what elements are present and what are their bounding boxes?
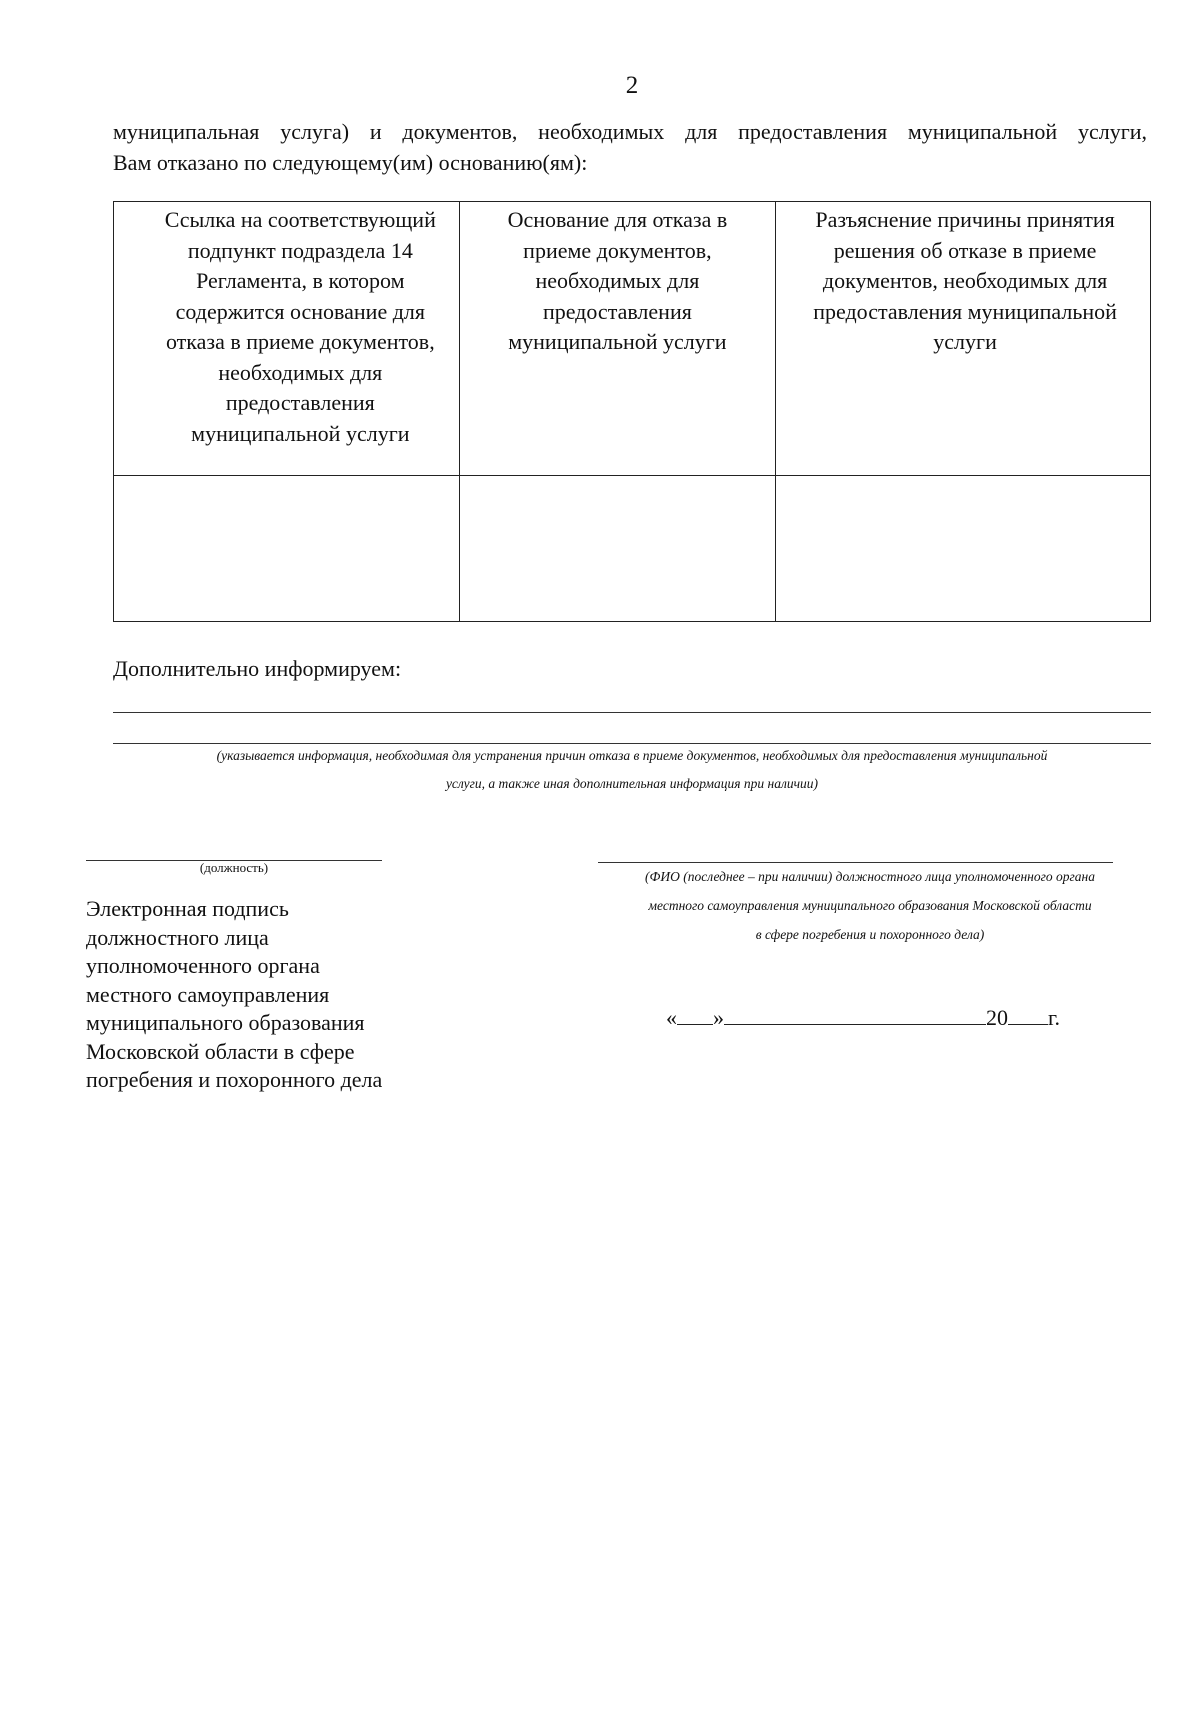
date-year-prefix: 20 [986,1005,1008,1030]
table-cell [114,476,460,622]
fio-line-2: местного самоуправления муниципального образования Московской области [648,898,1092,913]
header-refusal-basis: Основание для отказа в приеме документов, необходимых для предоставления муниципальной услуги [459,202,776,476]
intro-paragraph [113,116,1147,178]
table-header-row [114,202,1151,476]
header-refusal-explanation: Разъяснение причины принятия решения об отказе в приеме документов, необходимых для предоставления муниципальной услуги [776,202,1151,476]
date-close-quote: » [713,1005,724,1030]
date-year-suffix: г. [1048,1005,1061,1030]
table-cell [459,476,776,622]
date-line [655,978,1060,1031]
fio-line-1: (ФИО (последнее – при наличии) должностного лица уполномоченного органа [645,869,1095,884]
date-year-blank [1008,1004,1048,1025]
additional-info-note [113,746,1151,794]
intro-line-2: Вам отказано по следующему(им) основанию(ям): [113,150,588,175]
additional-info-line-1 [113,712,1151,713]
date-month-blank [724,1004,986,1025]
table-row [114,476,1151,622]
note-line-2: услуги, а также иная дополнительная информация при наличии) [445,776,819,791]
fio-line-3: в сфере погребения и похоронного дела) [755,927,985,942]
date-day-blank [677,1004,713,1025]
date-open-quote: « [666,1005,677,1030]
additional-info-label: Дополнительно информируем: [113,656,402,681]
header-regulation-reference: Ссылка на соответствующий подпункт подраздела 14 Регламента, в котором содержится основание для отказа в приеме документов, необходимых для предоставления муниципальной услуги [114,202,460,476]
intro-line-1: муниципальная услуга) и документов, необходимых для предоставления муниципальной услуги, [113,119,1147,144]
refusal-reasons-table [113,201,1151,622]
electronic-signature-block: Электронная подпись должностного лица уполномоченного органа местного самоуправления муниципального образования Московской области в сфере погребения и похоронного дела [86,896,383,1092]
note-line-1: (указывается информация, необходимая для устранения причин отказа в приеме документов, необходимых для предоставления муниципальной [216,748,1048,763]
fio-caption [580,862,1160,949]
table-cell [776,476,1151,622]
additional-info-line-2 [113,743,1151,744]
position-caption: (должность) [199,860,269,875]
page-number: 2 [625,72,639,99]
